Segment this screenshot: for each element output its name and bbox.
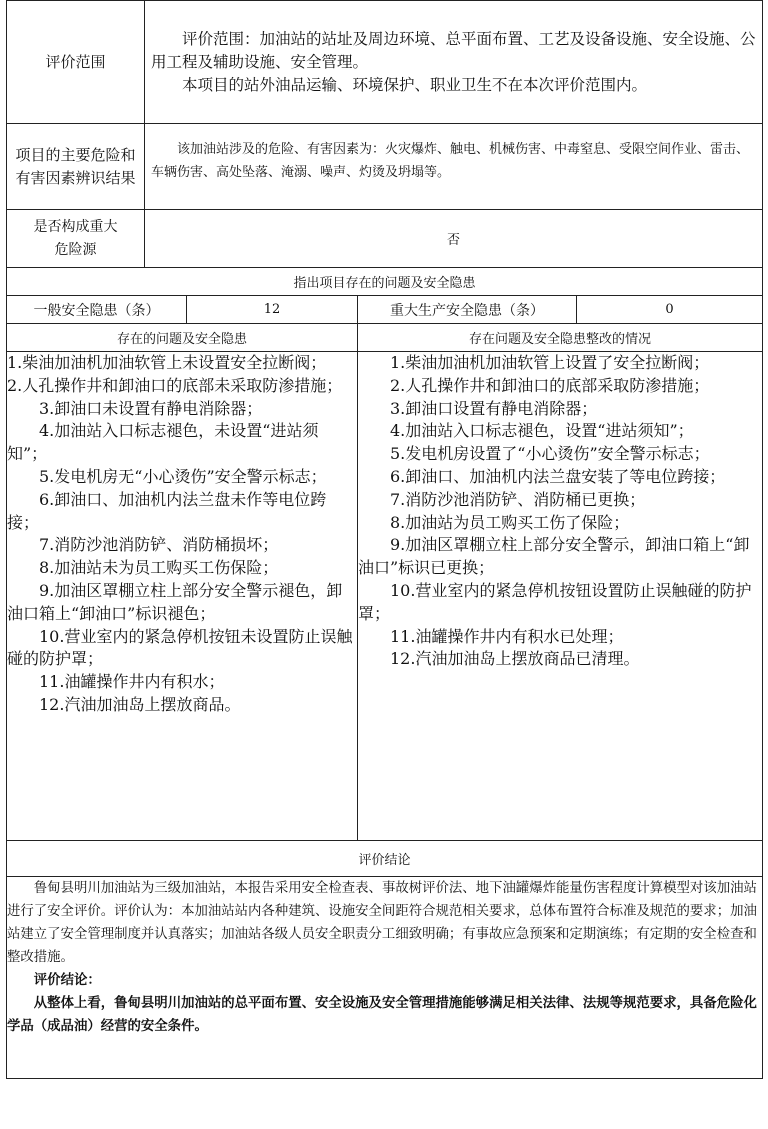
hazards-text: 该加油站涉及的危险、有害因素为：火灾爆炸、触电、机械伤害、中毒窒息、受限空间作业、雷击、车辆伤害、高处坠落、淹溺、噪声、灼烫及坍塌等。 <box>151 142 750 180</box>
hazards-row <box>7 124 763 210</box>
rectification-item: 1.柴油加油机加油软管上设置了安全拉断阀； <box>390 353 710 372</box>
conclusion-label: 评价结论： <box>33 972 101 988</box>
rectification-item: 2.人孔操作井和卸油口的底部采取防渗措施； <box>390 375 710 395</box>
issue-item: 3.卸油口未设置有静电消除器； <box>39 398 263 418</box>
conclusion-body: 鲁甸县明川加油站为三级加油站，本报告采用安全检查表、事故树评价法、地下油罐爆炸能量伤害程度计算模型对该加油站进行了安全评价。评价认为：本加油站站内各种建筑、设施安全间距符合规范相关要求，总体布置符合标准及规范的要求；加油站建立了安全管理制度并认真落实；加油站各级人员安全职责分工细致明确；有事故应急预案和定期演练；有定期的安全检查和整改措施。 <box>7 881 757 965</box>
issue-item: 4.加油站入口标志褪色，未设置“进站须知”； <box>7 421 319 464</box>
issues-title-row <box>7 268 763 296</box>
rectification-column-header: 存在问题及安全隐患整改的情况 <box>358 324 763 352</box>
major-hazard-row <box>7 210 763 268</box>
issue-item: 5.发电机房无“小心烫伤”安全警示标志； <box>39 466 327 486</box>
hazards-label: 项目的主要危险和有害因素辨识结果 <box>7 124 145 210</box>
counts-row <box>7 296 763 324</box>
columns-header-row <box>7 324 763 352</box>
rectification-item: 5.发电机房设置了“小心烫伤”安全警示标志； <box>390 444 710 464</box>
conclusion-final: 从整体上看，鲁甸县明川加油站的总平面布置、安全设施及安全管理措施能够满足相关法律、法规等规范要求，具备危险化学品（成品油）经营的安全条件。 <box>7 995 757 1034</box>
issue-item: 1.柴油加油机加油软管上未设置安全拉断阀； <box>7 353 327 372</box>
conclusion-title: 评价结论 <box>7 841 763 877</box>
rectification-item: 4.加油站入口标志褪色，设置“进站须知”； <box>390 421 694 441</box>
issues-list-row <box>7 352 763 841</box>
conclusion-content <box>7 877 763 1079</box>
issue-item: 7.消防沙池消防铲、消防桶损坏； <box>39 535 279 555</box>
issue-item: 9.加油区罩棚立柱上部分安全警示褪色，卸油口箱上“卸油口”标识褪色； <box>7 580 343 623</box>
scope-content <box>145 1 763 124</box>
issue-item: 6.卸油口、加油机内法兰盘未作等电位跨接； <box>7 489 327 532</box>
rectification-list <box>358 352 763 841</box>
issue-item: 10.营业室内的紧急停机按钮未设置防止误触碰的防护罩； <box>7 626 353 669</box>
issues-title: 指出项目存在的问题及安全隐患 <box>7 268 763 296</box>
rectification-item: 9.加油区罩棚立柱上部分安全警示，卸油口箱上“卸油口”标识已更换； <box>358 535 750 578</box>
issue-item: 11.油罐操作井内有积水； <box>39 672 225 692</box>
scope-label: 评价范围 <box>7 1 145 124</box>
rectification-item: 12.汽油加油岛上摆放商品已清理。 <box>390 649 640 669</box>
evaluation-table <box>6 0 763 1079</box>
rectification-item: 7.消防沙池消防铲、消防桶已更换； <box>390 489 646 509</box>
scope-line-1: 评价范围：加油站的站址及周边环境、总平面布置、工艺及设备设施、安全设施、公用工程及辅助设施、安全管理。 <box>151 29 756 71</box>
major-hazard-value: 否 <box>145 210 763 268</box>
issue-item: 12.汽油加油岛上摆放商品。 <box>39 694 241 714</box>
rectification-item: 8.加油站为员工购买工伤了保险； <box>390 512 630 532</box>
issue-item: 8.加油站未为员工购买工伤保险； <box>39 558 279 578</box>
conclusion-title-row <box>7 841 763 877</box>
general-hazard-value: 12 <box>187 296 358 324</box>
scope-line-2: 本项目的站外油品运输、环境保护、职业卫生不在本次评价范围内。 <box>182 75 648 94</box>
issues-list <box>7 352 358 841</box>
major-hazard-label: 是否构成重大危险源 <box>7 210 145 268</box>
rectification-item: 11.油罐操作井内有积水已处理； <box>390 626 624 646</box>
major-hazard-count-label: 重大生产安全隐患（条） <box>358 296 577 324</box>
major-hazard-count-value: 0 <box>577 296 763 324</box>
rectification-item: 6.卸油口、加油机内法兰盘安装了等电位跨接； <box>390 466 726 486</box>
issues-column-header: 存在的问题及安全隐患 <box>7 324 358 352</box>
conclusion-row <box>7 877 763 1079</box>
scope-row <box>7 1 763 124</box>
rectification-item: 10.营业室内的紧急停机按钮设置防止误触碰的防护罩； <box>358 580 752 623</box>
hazards-content <box>145 124 763 210</box>
issue-item: 2.人孔操作井和卸油口的底部未采取防渗措施； <box>7 375 343 395</box>
rectification-item: 3.卸油口设置有静电消除器； <box>390 398 598 418</box>
general-hazard-label: 一般安全隐患（条） <box>7 296 187 324</box>
